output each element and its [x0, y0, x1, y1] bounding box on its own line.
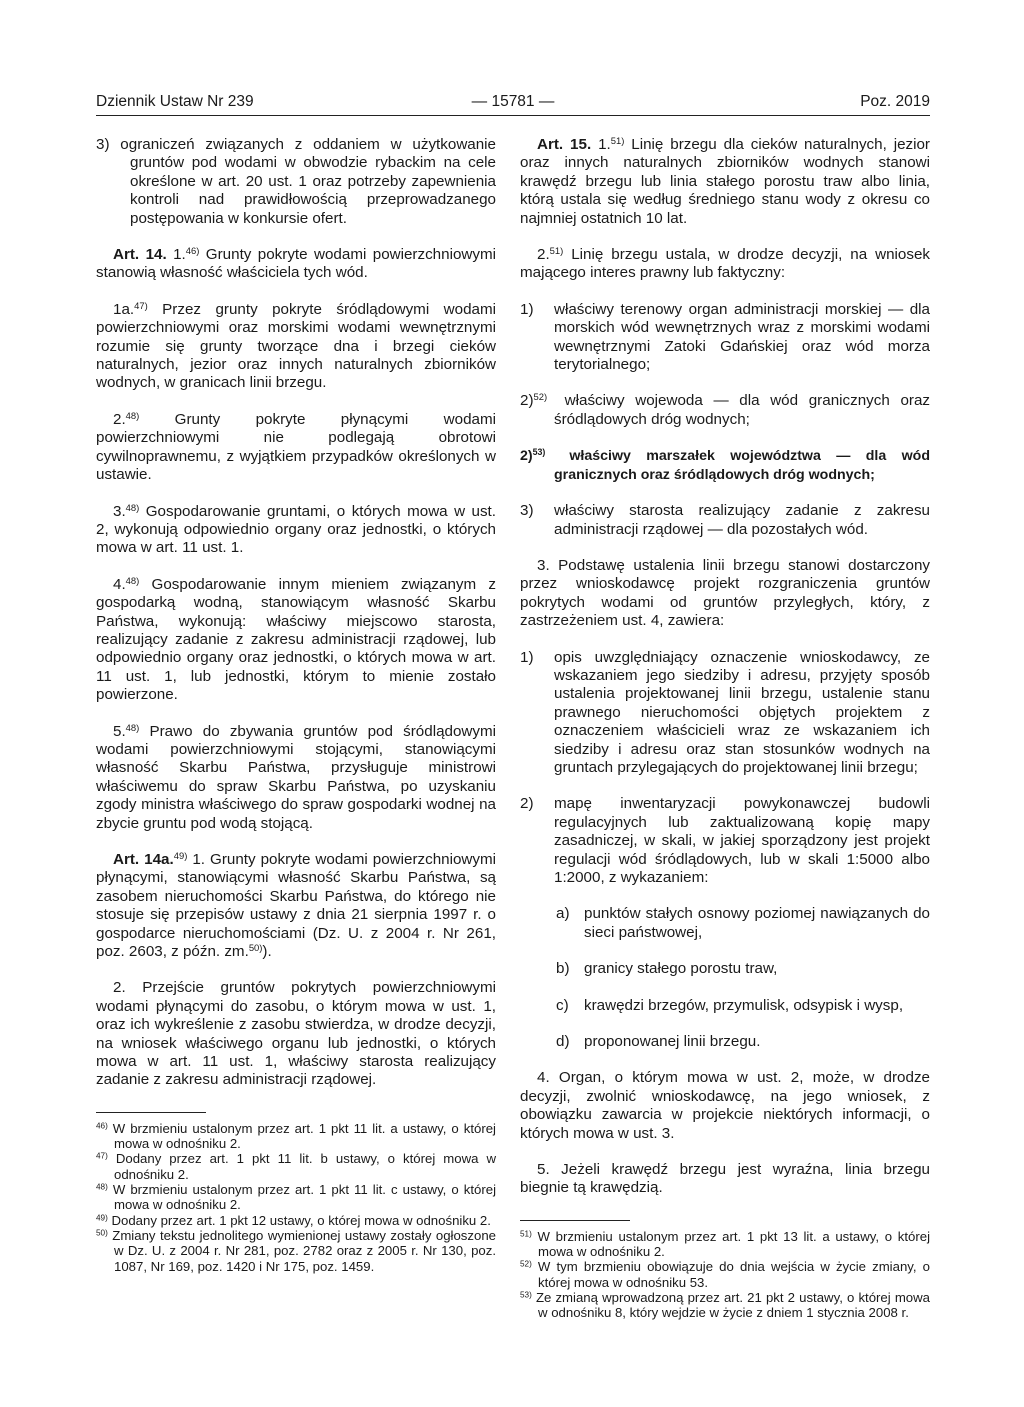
footnote-text: Dodany przez art. 1 pkt 12 ustawy, o której mowa w odnośniku 2. — [107, 1212, 491, 1228]
paragraph-art14-2: 2.$^{48)}$ Grunty pokryte płynącymi wodami powierzchniowymi nie podlegają obrotowi cywilnoprawnemu, z wyjątkiem przypadków określonych w ustawie. — [96, 409, 496, 484]
paragraph-art13-item3: 3) ograniczeń związanych z oddaniem w użytkowanie gruntów pod wodami w obwodzie rybackim na cele określone w art. 20 ust. 1 oraz potrzeby zapewnienia kontroli nad prawidłowością przeprowadzanego postępowania w konkursie ofert. — [96, 136, 496, 227]
footnote-text: Zmiany tekstu jednolitego wymienionej ustawy zostały ogłoszone w Dz. U. z 2004 r. Nr 281, poz. 2782 oraz z 2005 r. Nr 130, poz. 1087, Nr 169, poz. 1420 i Nr 175, poz. 1459. — [107, 1227, 496, 1274]
list-item-3-1: 1) opis uwzględniający oznaczenie wnioskodawcy, ze wskazaniem jego siedziby i adresu, przyjęty sposób ustalenia projektowanej linii brzegu, ustalenie stanu prawnego nieruchomości objętych projektem z oznaczeniem właścicieli wraz ze wskazaniem ich siedziby i adresu oraz stan stosunków wodnych na gruntach przylegających do projektowanej linii brzegu; — [520, 648, 930, 776]
list-item-2: 2)$^{52)}$ właściwy wojewoda — dla wód granicznych oraz śródlądowych dróg wodnych; — [520, 391, 930, 428]
paragraph-art15-5: 5. Jeżeli krawędź brzegu jest wyraźna, linia brzegu biegnie tą krawędzią. — [520, 1161, 930, 1197]
footnote-text: Ze zmianą wprowadzoną przez art. 21 pkt 2 ustawy, o której mowa w odnośniku 8, który wejdzie w życie z dniem 1 stycznia 2008 r. — [531, 1290, 930, 1321]
left-column — [96, 136, 496, 1274]
paragraph-art15-3: 3. Podstawę ustalenia linii brzegu stanowi dostarczony przez wnioskodawcę projekt rozgraniczenia gruntów pokrytych wodami od gruntów przyległych, który, z zastrzeżeniem ust. 4, zawiera: — [520, 556, 930, 630]
paragraph-art14a-2: 2. Przejście gruntów pokrytych powierzchniowymi wodami płynącymi do zasobu, o którym mowa w ust. 1, oraz ich wykreślenie z zasobu stwierdza, w drodze decyzji, na wniosek właściwego organu lub jednostki, o których mowa w art. 11 ust. 1, właściwy starosta realizujący zadanie z zakresu administracji rządowej. — [96, 979, 496, 1089]
paragraph-art15-2: 2.$^{51)}$ Linię brzegu ustala, w drodze decyzji, na wniosek mającego interes prawny lub faktyczny: — [520, 244, 930, 282]
footnote-mark: 53) — [520, 1290, 532, 1300]
sub-item-a: a) punktów stałych osnowy poziomej nawiązanych do sieci państwowej, — [556, 905, 930, 941]
footnote — [520, 1290, 930, 1321]
list-item-2-new: 2)$^{53)}$ właściwy marszałek województwa — dla wód granicznych oraz śródlądowych dróg wodnych; — [520, 447, 930, 483]
footnote-mark: 51) — [520, 1229, 532, 1239]
footnote-mark: 52) — [520, 1259, 532, 1269]
footnote-text: W brzmieniu ustalonym przez art. 1 pkt 11 lit. a ustawy, o której mowa w odnośniku 2. — [107, 1120, 496, 1152]
footnote — [96, 1121, 496, 1152]
paragraph-art14-1: Art. 14. 1.$^{46)}$ Grunty pokryte wodami powierzchniowymi stanowią własność właściciela tych wód. — [96, 244, 496, 282]
sub-item-c: c) krawędzi brzegów, przymulisk, odsypisk i wysp, — [556, 996, 904, 1014]
footnote-mark: 49) — [96, 1213, 108, 1223]
right-column — [520, 136, 930, 1321]
footnote-mark: 46) — [96, 1121, 108, 1131]
footnotes-right — [520, 1229, 930, 1321]
header-rule — [96, 115, 930, 116]
paragraph-art15-1: Art. 15. 1.$^{51)}$ Linię brzegu dla cieków naturalnych, jezior oraz innych naturalnych zbiorników wodnych stanowi krawędź brzegu lub linia stałego porostu traw albo linia, którą ustala się według średniego stanu wody z okresu co najmniej ostatnich 10 lat. — [520, 134, 930, 227]
position-number: Poz. 2019 — [860, 93, 930, 110]
footnote — [520, 1259, 930, 1290]
footnote-mark: 50) — [96, 1228, 108, 1238]
sub-item-d: d) proponowanej linii brzegu. — [556, 1033, 761, 1051]
footnote-mark: 48) — [96, 1182, 108, 1192]
footnote — [96, 1228, 496, 1274]
footnote-mark: 47) — [96, 1151, 108, 1161]
footnote — [96, 1213, 496, 1228]
sub-item-b: b) granicy stałego porostu traw, — [556, 960, 778, 978]
footnote-rule — [96, 1112, 206, 1113]
page-number: — 15781 — — [471, 93, 555, 110]
paragraph-art14a-1: Art. 14a.$^{49)}$ 1. Grunty pokryte wodami powierzchniowymi płynącymi, stanowiącymi własność Skarbu Państwa, są zasobem nieruchomości Skarbu Państwa, do którego nie stosuje się przepisów ustawy z dnia 21 sierpnia 1997 r. o gospodarce nieruchomościami (Dz. U. z 2004 r. Nr 261, poz. 2603, z późn. zm.$^{50)}$). — [96, 849, 496, 961]
footnote — [96, 1182, 496, 1213]
paragraph-art14-4: 4.$^{48)}$ Gospodarowanie innym mieniem związanym z gospodarką wodną, stanowiącym własność Skarbu Państwa, wykonują: właściwy miejscowo starosta, realizujący zadanie z zakresu administracji rządowej, lub odpowiednio organy oraz jednostki, o których mowa w art. 11 ust. 1, lub jednostki, którym to mienie zostało powierzone. — [96, 574, 496, 704]
footnote-rule — [520, 1220, 630, 1221]
list-item-1: 1) właściwy terenowy organ administracji morskiej — dla morskich wód wewnętrznych wraz z morskimi wodami wewnętrznymi Zatoki Gdańskiej oraz wód morza terytorialnego; — [520, 300, 930, 374]
footnote-text: W brzmieniu ustalonym przez art. 1 pkt 13 lit. a ustawy, o której mowa w odnośniku 2. — [531, 1228, 930, 1260]
paragraph-art15-4: 4. Organ, o którym mowa w ust. 2, może, w drodze decyzji, zwolnić wnioskodawcę, na jego wniosek, z obowiązku zawarcia w projekcie niektórych informacji, o których mowa w ust. 3. — [520, 1069, 930, 1142]
list-item-3: 3) właściwy starosta realizujący zadanie z zakresu administracji rządowej — dla pozostałych wód. — [520, 502, 930, 538]
page-header — [96, 90, 930, 116]
page — [96, 0, 930, 1407]
journal-title: Dziennik Ustaw Nr 239 — [96, 93, 254, 110]
footnote-text: Dodany przez art. 1 pkt 11 lit. b ustawy, o której mowa w odnośniku 2. — [107, 1151, 496, 1182]
list-item-3-2: 2) mapę inwentaryzacji powykonawczej budowli regulacyjnych lub zaktualizowaną kopię mapy zasadniczej, w skali, w jakiej sporządzony jest projekt regulacji wód śródlądowych, lub w skali 1:5000 albo 1:2000, z wykazaniem: — [520, 795, 930, 886]
footnote — [96, 1151, 496, 1182]
paragraph-art14-5: 5.$^{48)}$ Prawo do zbywania gruntów pod śródlądowymi wodami powierzchniowymi stojącymi, stanowiącymi własność Skarbu Państwa, przysługuje ministrowi właściwemu do spraw Skarbu Państwa, po uzyskaniu zgody ministra właściwego do spraw gospodarki wodnej na zbycie gruntu pod wodą stojącą. — [96, 721, 496, 832]
footnote — [520, 1229, 930, 1260]
paragraph-art14-1a: 1a.$^{47)}$ Przez grunty pokryte śródlądowymi wodami powierzchniowymi oraz morskimi wodami wewnętrznymi rozumie się grunty tworzące dna i brzegi cieków naturalnych, jezior oraz innych naturalnych zbiorników wodnych, w granicach linii brzegu. — [96, 299, 496, 392]
footnote-text: W tym brzmieniu obowiązuje do dnia wejścia w życie zmiany, o której mowa w odnośniku 53. — [531, 1259, 930, 1290]
paragraph-art14-3: 3.$^{48)}$ Gospodarowanie gruntami, o których mowa w ust. 2, wykonują odpowiednio organy oraz jednostki, o których mowa w art. 11 ust. 1. — [96, 501, 496, 557]
footnotes-left — [96, 1121, 496, 1274]
footnote-text: W brzmieniu ustalonym przez art. 1 pkt 11 lit. c ustawy, o której mowa w odnośniku 2. — [107, 1182, 496, 1213]
